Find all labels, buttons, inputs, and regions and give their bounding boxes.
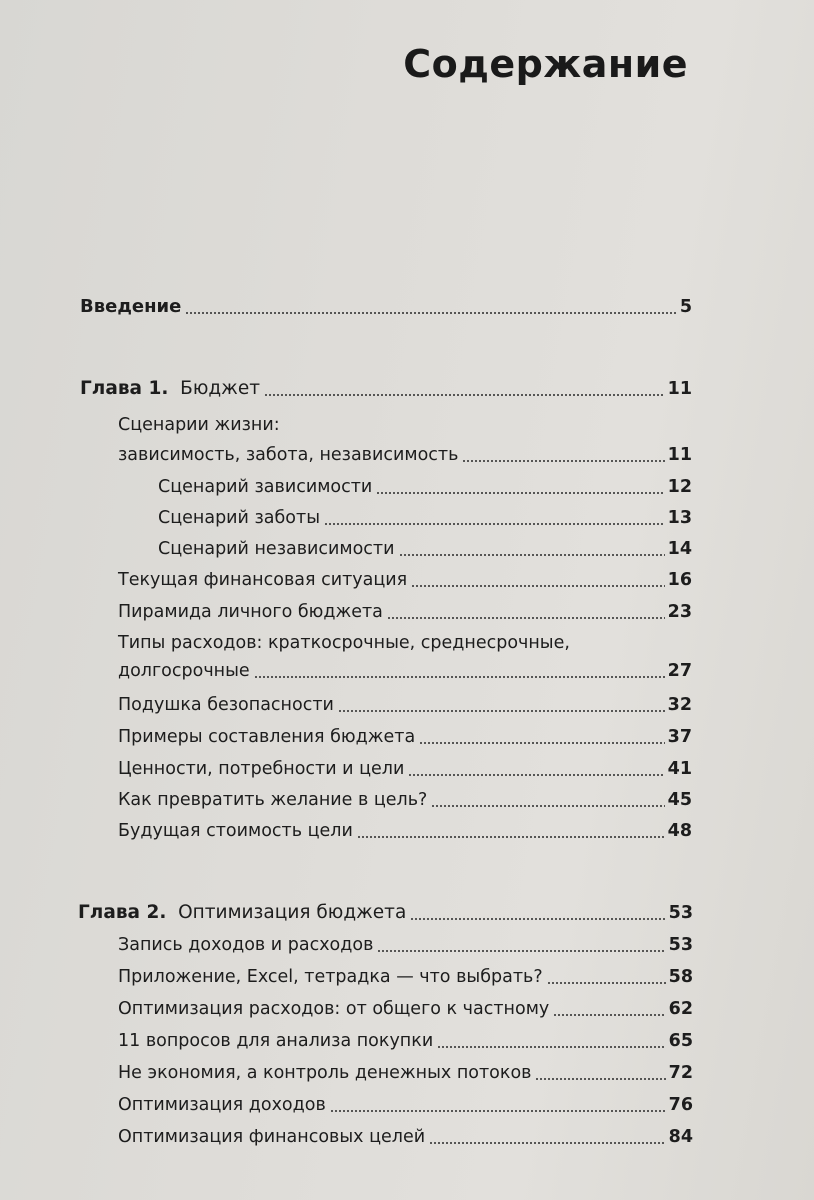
toc-label [78,898,410,928]
dot-leader [377,950,665,952]
toc-page-number: 16 [667,570,692,590]
toc-page-number: 27 [667,661,692,681]
toc-entry[interactable] [118,785,692,815]
dot-leader [462,460,664,462]
toc-label: Оптимизация доходов [118,1095,326,1115]
toc-entry[interactable] [118,597,692,627]
toc-page-number: 32 [667,695,692,715]
dot-leader [419,742,664,744]
chapter-title: Оптимизация бюджета [178,902,407,923]
chapter-prefix: Глава 2. [78,902,167,923]
toc-label: Пирамида личного бюджета [118,602,383,622]
toc-page-number: 58 [668,967,693,987]
dot-leader [553,1014,665,1016]
toc-entry-intro[interactable] [80,292,692,322]
toc-page-number: 11 [667,445,692,465]
toc-entry[interactable] [118,1026,693,1056]
toc-page-number: 23 [667,602,692,622]
toc-entry-scenarios[interactable] [118,440,692,470]
toc-entry-types[interactable] [118,656,692,686]
toc-entry-types-line1[interactable]: Типы расходов: краткосрочные, среднесрочные, [118,633,570,653]
dot-leader [357,836,665,838]
toc-entry[interactable] [118,1090,693,1120]
dot-leader [429,1142,666,1144]
toc-label: 11 вопросов для анализа покупки [118,1031,434,1051]
dot-leader [254,676,665,678]
toc-page-number: 45 [667,790,692,810]
dot-leader [324,523,665,525]
toc-label: Как превратить желание в цель? [118,790,428,810]
toc-label: Оптимизация финансовых целей [118,1127,426,1147]
chapter-title: Бюджет [180,378,261,399]
toc-label: Приложение, Excel, тетрадка — что выбрать? [118,967,543,987]
toc-label: Сценарий зависимости [158,477,373,497]
toc-entry[interactable] [118,690,692,720]
toc-entry[interactable] [118,816,692,846]
toc-entry[interactable] [118,1122,693,1152]
toc-label: Ценности, потребности и цели [118,759,405,779]
toc-chapter-1[interactable] [80,374,692,404]
dot-leader [376,492,664,494]
toc-entry[interactable] [118,1058,693,1088]
toc-page-number: 13 [667,508,692,528]
dot-leader [437,1046,665,1048]
dot-leader [264,394,665,396]
dot-leader [411,585,664,587]
toc-page-number: 53 [668,903,693,923]
page-title: Содержание [403,42,688,86]
toc-chapter-2[interactable] [78,898,693,928]
toc-label: Примеры составления бюджета [118,727,416,747]
toc-page-number: 53 [668,935,693,955]
toc-page-number: 72 [668,1063,693,1083]
dot-leader [547,982,666,984]
toc-label: Запись доходов и расходов [118,935,374,955]
toc-entry[interactable] [118,962,693,992]
dot-leader [408,774,664,776]
toc-entry[interactable] [118,994,693,1024]
dot-leader [410,918,665,920]
toc-entry[interactable] [118,930,693,960]
dot-leader [399,554,665,556]
toc-page-number: 5 [679,297,692,317]
toc-page-number: 41 [667,759,692,779]
toc-entry-scenarios-line1[interactable]: Сценарии жизни: [118,415,280,435]
toc-page-number: 76 [668,1095,693,1115]
toc-label: Сценарий заботы [158,508,321,528]
toc-label: Подушка безопасности [118,695,334,715]
toc-page-number: 37 [667,727,692,747]
toc-page-number: 84 [668,1127,693,1147]
toc-label: Текущая финансовая ситуация [118,570,408,590]
toc-entry[interactable] [118,722,692,752]
dot-leader [338,710,665,712]
toc-label: Не экономия, а контроль денежных потоков [118,1063,532,1083]
toc-label: Введение [80,296,182,317]
toc-entry[interactable] [118,565,692,595]
toc-label: Оптимизация расходов: от общего к частному [118,999,550,1019]
toc-label: зависимость, забота, независимость [118,445,459,465]
dot-leader [431,805,664,807]
toc-subentry[interactable] [158,472,692,502]
toc-page-number: 11 [667,379,692,399]
chapter-prefix: Глава 1. [80,378,169,399]
toc-subentry[interactable] [158,534,692,564]
toc-label: Сценарий независимости [158,539,395,559]
toc-subentry[interactable] [158,503,692,533]
toc-page-number: 65 [668,1031,693,1051]
toc-label: Будущая стоимость цели [118,821,353,841]
toc-page-number: 62 [668,999,693,1019]
toc-label: долгосрочные [118,661,250,681]
dot-leader [387,617,665,619]
dot-leader [535,1078,665,1080]
toc-page-number: 12 [667,477,692,497]
toc-entry[interactable] [118,754,692,784]
dot-leader [185,312,676,314]
toc-page-number: 48 [667,821,692,841]
toc-label [80,374,264,404]
dot-leader [330,1110,666,1112]
toc-page-number: 14 [667,539,692,559]
